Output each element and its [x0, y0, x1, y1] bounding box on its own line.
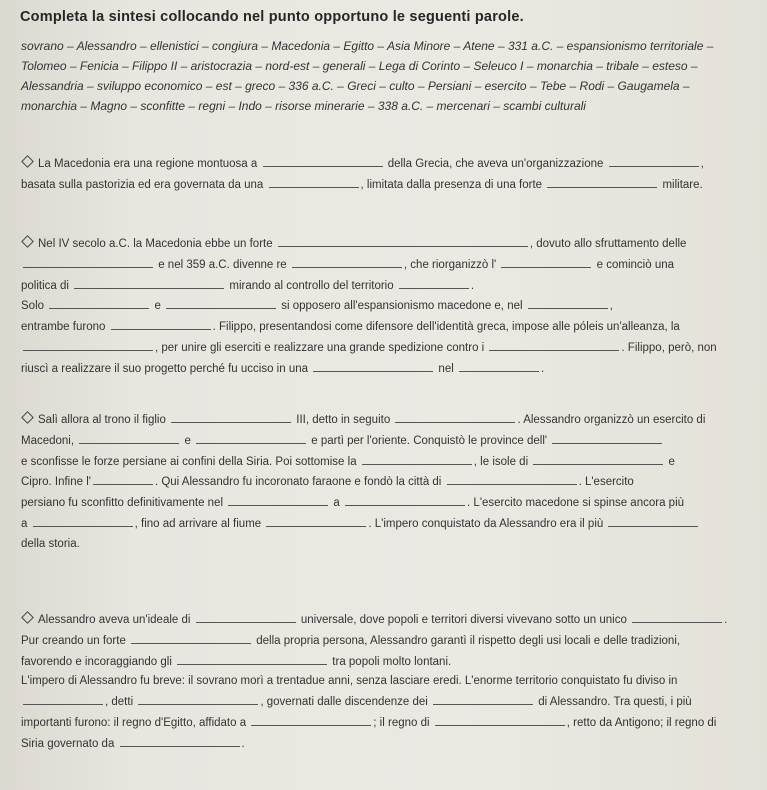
text-segment: e sconfisse le forze persiane ai confini della Siria. Poi sottomise la	[21, 455, 357, 468]
answer-blank[interactable]	[399, 276, 469, 289]
answer-blank[interactable]	[292, 255, 402, 268]
answer-blank[interactable]	[269, 175, 359, 188]
text-segment: mirando al controllo del territorio	[229, 279, 394, 292]
answer-blank[interactable]	[608, 514, 698, 527]
text-segment: La Macedonia era una regione montuosa a	[38, 158, 258, 170]
answer-blank[interactable]	[395, 410, 515, 423]
text-segment: Cipro. Infine l'	[21, 476, 91, 489]
answer-blank[interactable]	[435, 713, 565, 726]
answer-blank[interactable]	[131, 631, 251, 644]
diamond-bullet-icon	[21, 155, 34, 168]
answer-blank[interactable]	[345, 493, 465, 506]
text-segment: .	[470, 279, 475, 292]
answer-blank[interactable]	[278, 234, 528, 247]
text-segment: , fino ad arrivare al fiume	[134, 517, 262, 530]
answer-blank[interactable]	[166, 296, 276, 309]
text-segment: L'impero di Alessandro fu breve: il sovrano morì a trentadue anni, senza lasciare eredi. L'enorme territorio conquistato fu diviso in	[21, 675, 678, 688]
answer-blank[interactable]	[433, 692, 533, 705]
answer-blank[interactable]	[263, 154, 383, 167]
text-segment: Macedoni,	[21, 434, 75, 447]
answer-blank[interactable]	[501, 255, 591, 268]
answer-blank[interactable]	[533, 452, 663, 465]
answer-blank[interactable]	[489, 338, 619, 351]
text-segment: . L'esercito	[578, 476, 634, 489]
answer-blank[interactable]	[528, 296, 608, 309]
text-segment: e	[668, 455, 675, 468]
text-segment: universale, dove popoli e territori diversi vivevano sotto un unico	[300, 614, 627, 626]
answer-blank[interactable]	[79, 431, 179, 444]
diamond-bullet-icon	[21, 611, 34, 624]
answer-blank[interactable]	[459, 359, 539, 372]
text-segment: e	[184, 434, 191, 447]
answer-blank[interactable]	[447, 472, 577, 485]
answer-blank[interactable]	[177, 652, 327, 665]
answer-blank[interactable]	[111, 317, 211, 330]
answer-blank[interactable]	[23, 338, 153, 351]
text-segment: entrambe furono	[21, 321, 106, 334]
text-segment: Siria governato da	[21, 737, 115, 750]
text-segment: , che riorganizzò l'	[403, 258, 497, 271]
text-segment: favorendo e incoraggiando gli	[21, 655, 172, 668]
text-segment: e partì per l'oriente. Conquistò le province dell'	[311, 434, 548, 447]
exercise-title: Completa la sintesi collocando nel punto opportuno le seguenti parole.	[20, 9, 524, 25]
text-segment: , detti	[105, 696, 134, 709]
text-segment: si opposero all'espansionismo macedone e, nel	[281, 300, 523, 313]
text-segment: , governati dalle discendenze dei	[260, 696, 428, 709]
text-segment: , retto da Antigono; il regno di	[566, 716, 717, 729]
text-segment: . L'impero conquistato da Alessandro era il più	[368, 517, 604, 530]
answer-blank[interactable]	[552, 431, 662, 444]
answer-blank[interactable]	[93, 472, 153, 485]
answer-blank[interactable]	[196, 610, 296, 623]
text-segment: Solo	[21, 300, 45, 313]
text-segment: .	[540, 362, 545, 375]
text-segment: basata sulla pastorizia ed era governata da una	[21, 178, 264, 191]
answer-blank[interactable]	[547, 175, 657, 188]
text-segment: Pur creando un forte	[21, 634, 126, 647]
text-segment: .	[724, 614, 728, 626]
text-segment: . Filippo, presentandosi come difensore dell'identità greca, impose alle póleis un'alleanza, la	[212, 321, 680, 334]
text-segment: nel	[438, 362, 454, 375]
text-segment: Salì allora al trono il figlio	[38, 414, 166, 426]
text-segment: di Alessandro. Tra questi, i più	[538, 696, 692, 709]
text-segment: importanti furono: il regno d'Egitto, affidato a	[21, 716, 247, 729]
paragraph-macedonia	[21, 154, 743, 196]
text-segment: della propria persona, Alessandro garantì il rispetto degli usi locali e delle tradizioni,	[256, 634, 681, 647]
word-bank: sovrano – Alessandro – ellenistici – congiura – Macedonia – Egitto – Asia Minore – Atene – 331 a.C. – espansionismo territoriale – Tolomeo – Fenicia – Filippo II – aristocrazia – nord-est – generali – Lega di Corinto – Seleuco I – monarchia – tribale – esteso – Alessandria – sviluppo economico – est – greco – 336 a.C. – Greci – culto – Persiani – esercito – Tebe – Rodi – Gaugamela – monarchia – Magno – sconfitte – regni – Indo – risorse minerarie – 338 a.C. – mercenari – scambi culturali	[21, 39, 714, 113]
text-segment: politica di	[21, 279, 69, 292]
text-segment: Nel IV secolo a.C. la Macedonia ebbe un forte	[38, 238, 273, 250]
answer-blank[interactable]	[49, 296, 149, 309]
text-segment: militare.	[662, 178, 703, 191]
text-segment: .	[241, 737, 245, 750]
answer-blank[interactable]	[609, 154, 699, 167]
diamond-bullet-icon	[21, 235, 34, 248]
text-segment: della Grecia, che aveva un'organizzazione	[387, 158, 604, 170]
text-segment: e	[154, 300, 161, 313]
answer-blank[interactable]	[313, 359, 433, 372]
answer-blank[interactable]	[228, 493, 328, 506]
answer-blank[interactable]	[23, 692, 103, 705]
answer-blank[interactable]	[171, 410, 291, 423]
answer-blank[interactable]	[120, 734, 240, 747]
text-segment: e cominciò una	[596, 258, 675, 271]
text-segment: ,	[700, 158, 704, 170]
text-segment: ,	[609, 300, 613, 313]
answer-blank[interactable]	[33, 514, 133, 527]
text-segment: . L'esercito macedone si spinse ancora più	[467, 497, 685, 510]
text-segment: III, detto in seguito	[296, 414, 391, 426]
text-segment: e nel 359 a.C. divenne re	[158, 258, 287, 271]
answer-blank[interactable]	[74, 276, 224, 289]
diamond-bullet-icon	[21, 411, 34, 424]
text-segment: , limitata dalla presenza di una forte	[360, 178, 543, 191]
text-segment: . Filippo, però, non	[621, 341, 717, 354]
text-segment: a	[21, 517, 28, 530]
answer-blank[interactable]	[196, 431, 306, 444]
paragraph-empire	[21, 610, 743, 755]
answer-blank[interactable]	[362, 452, 472, 465]
text-segment: . Qui Alessandro fu incoronato faraone e fondò la città di	[154, 476, 442, 489]
text-segment: della storia.	[21, 537, 80, 550]
answer-blank[interactable]	[632, 610, 722, 623]
text-segment: , le isole di	[473, 455, 529, 468]
text-segment: persiano fu sconfitto definitivamente nel	[21, 497, 224, 510]
text-segment: ; il regno di	[373, 716, 430, 729]
text-segment: a	[333, 497, 340, 510]
answer-blank[interactable]	[138, 692, 258, 705]
paragraph-philip	[21, 234, 743, 380]
answer-blank[interactable]	[23, 255, 153, 268]
text-segment: , per unire gli eserciti e realizzare una grande spedizione contro i	[155, 341, 485, 354]
paragraph-alexander	[21, 410, 743, 555]
answer-blank[interactable]	[251, 713, 371, 726]
answer-blank[interactable]	[266, 514, 366, 527]
text-segment: Alessandro aveva un'ideale di	[38, 614, 191, 626]
text-segment: riuscì a realizzare il suo progetto perché fu ucciso in una	[21, 362, 309, 375]
text-segment: , dovuto allo sfruttamento delle	[529, 238, 687, 250]
text-segment: tra popoli molto lontani.	[332, 655, 452, 668]
text-segment: . Alessandro organizzò un esercito di	[517, 414, 706, 426]
